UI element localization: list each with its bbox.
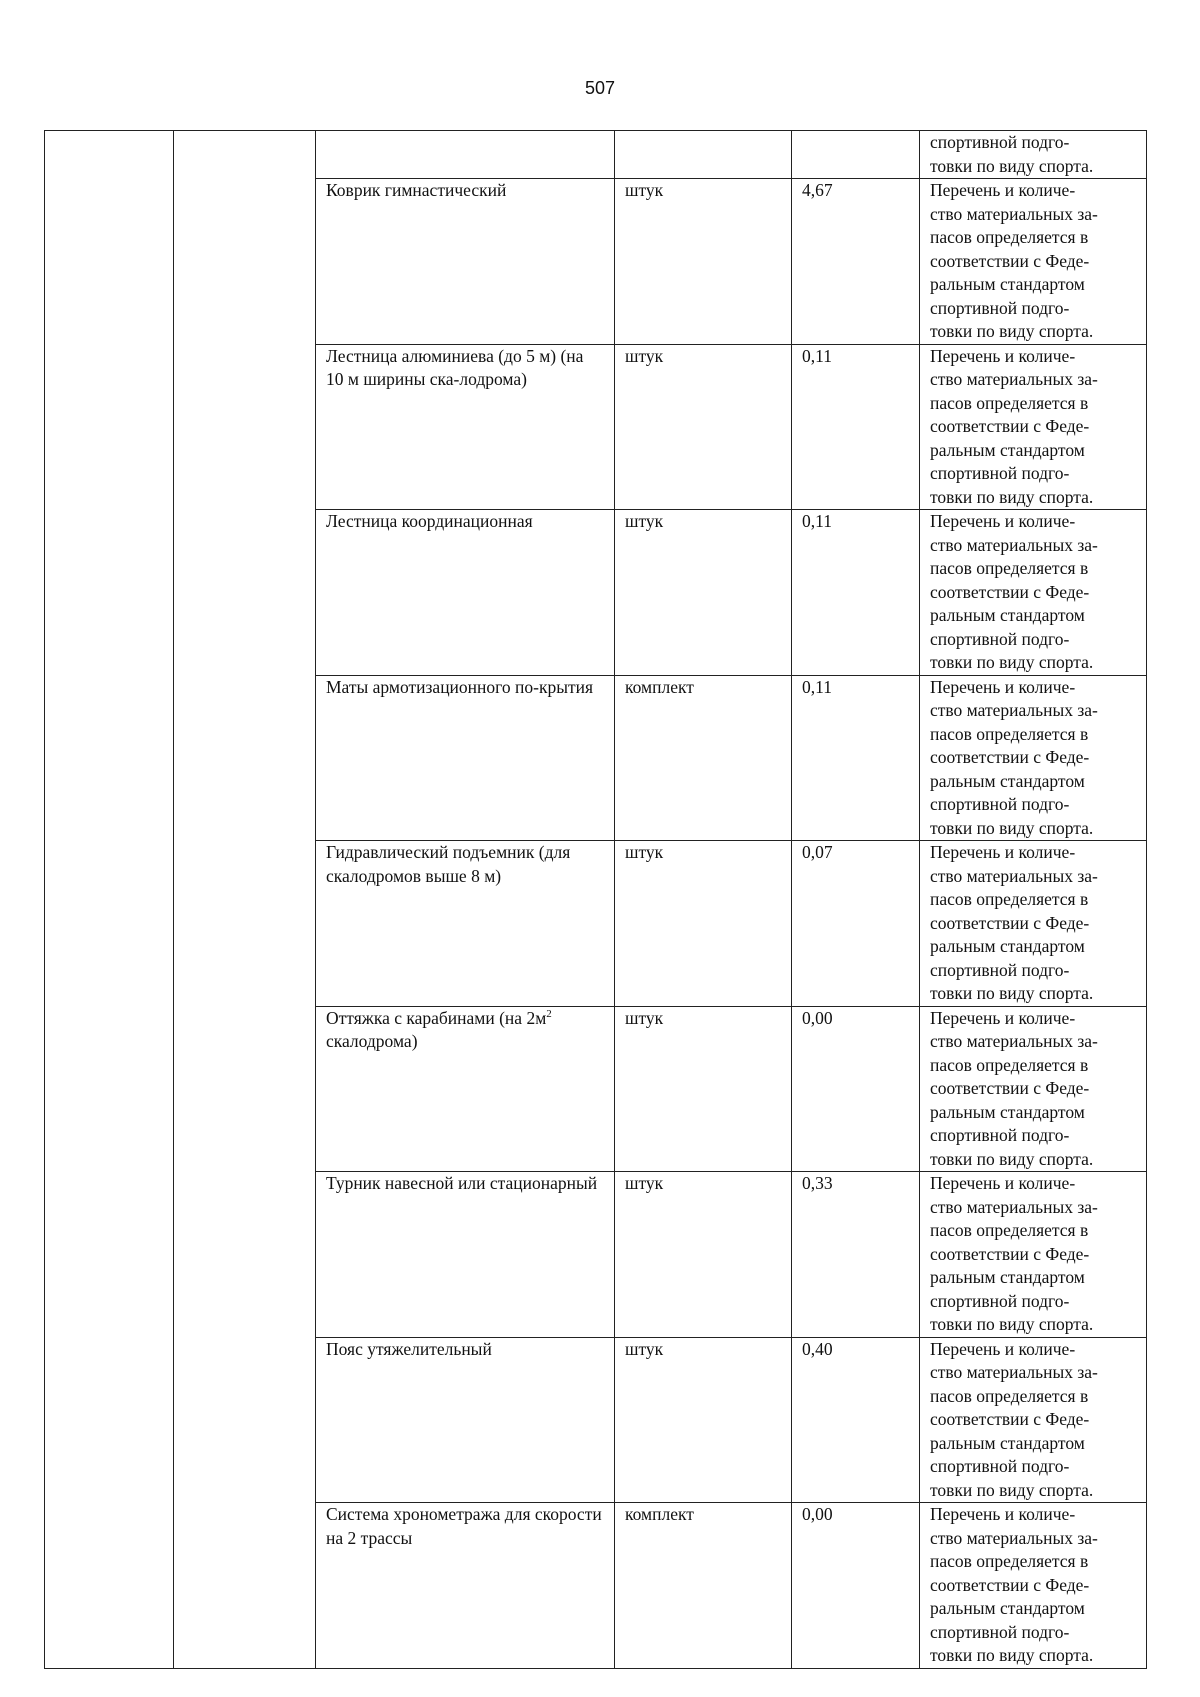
note-line: соответствии с Феде- [930,1243,1090,1264]
note-line: товки по виду спорта. [930,155,1094,176]
unit-cell: штук [615,1172,792,1338]
note-cell [920,1337,1147,1503]
note-line: товки по виду спорта. [930,817,1094,838]
section-title-cell [174,131,316,1669]
quantity-cell: 0,11 [792,675,920,841]
note-line: пасов определяется в [930,889,1089,909]
note-line: спортивной подго- [930,132,1070,152]
item-name-cell [316,841,615,1007]
note-line: товки по виду спорта. [930,1645,1094,1665]
note-line: соответствии с Феде- [930,747,1090,767]
note-line: ральным стандартом [930,439,1085,460]
item-name: Пояс утяжелительный [326,1338,492,1359]
note-line: ральным стандартом [930,605,1085,625]
item-name: Маты армотизационного по-крытия [326,676,594,697]
note-line: соответствии с Феде- [930,912,1090,933]
item-name: Турник навесной или стационарный [326,1173,598,1193]
item-name-cell [316,675,615,841]
quantity-cell: 0,00 [792,1006,920,1172]
note-line: соответствии с Феде- [930,1409,1090,1429]
note-line: спортивной подго- [930,1621,1070,1642]
note-cell [920,675,1147,841]
item-name-cell [316,1006,615,1172]
note-line: спортивной подго- [930,959,1070,980]
item-name: Лестница алюминиева (до 5 м) (на 10 м ширины ска-лодрома) [326,345,584,389]
unit-cell: штук [615,179,792,345]
note-line: ральным стандартом [930,274,1085,294]
note-line: товки по виду спорта. [930,983,1094,1003]
note-line: соответствии с Феде- [930,250,1090,271]
note-line: Перечень и количе- [930,1173,1076,1193]
note-line: спортивной подго- [930,463,1070,483]
unit-cell [615,131,792,179]
note-line: ство материальных за- [930,1362,1098,1382]
note-line: спортивной подго- [930,794,1070,814]
item-name-tail: скалодрома) [326,1031,418,1051]
equipment-table [44,130,1147,1669]
note-line: пасов определяется в [930,1385,1089,1406]
item-name: Оттяжка с карабинами (на 2м [326,1007,547,1028]
note-line: ральным стандартом [930,770,1085,791]
note-line: спортивной подго- [930,297,1070,318]
section-number-cell [45,131,174,1669]
item-name-cell [316,1503,615,1669]
note-line: ральным стандартом [930,1267,1085,1287]
item-name-cell [316,1337,615,1503]
unit-cell: штук [615,841,792,1007]
note-line: ральным стандартом [930,1598,1085,1618]
note-line: Перечень и количе- [930,1338,1076,1359]
item-name-cell [316,1172,615,1338]
item-name-superscript: 2 [546,1007,552,1020]
unit-cell: штук [615,1337,792,1503]
quantity-cell: 0,33 [792,1172,920,1338]
note-line: Перечень и количе- [930,842,1076,862]
note-line: ство материальных за- [930,1031,1098,1051]
note-line: ральным стандартом [930,1432,1085,1453]
note-line: пасов определяется в [930,1551,1089,1571]
note-cell [920,1006,1147,1172]
quantity-cell: 0,11 [792,510,920,676]
note-line: пасов определяется в [930,392,1089,413]
note-line: товки по виду спорта. [930,1314,1094,1334]
note-line: соответствии с Феде- [930,416,1090,436]
unit-cell: комплект [615,675,792,841]
item-name-cell [316,344,615,510]
note-line: пасов определяется в [930,227,1089,247]
note-cell [920,841,1147,1007]
item-name: Система хронометража для скорости на 2 трассы [326,1504,602,1548]
note-cell [920,510,1147,676]
note-line: Перечень и количе- [930,1007,1076,1028]
note-line: ральным стандартом [930,936,1085,956]
item-name: Коврик гимнастический [326,180,507,200]
note-line: товки по виду спорта. [930,321,1094,341]
note-line: спортивной подго- [930,1290,1070,1311]
item-name-line [326,1007,604,1031]
note-line: ральным стандартом [930,1101,1085,1122]
note-cell [920,1503,1147,1669]
quantity-cell: 0,40 [792,1337,920,1503]
item-name: Гидравлический подъемник (для скалодромов выше 8 м) [326,842,571,886]
note-line: пасов определяется в [930,723,1089,744]
note-line: соответствии с Феде- [930,581,1090,602]
item-name: Лестница координационная [326,511,533,531]
page-number: 507 [584,78,616,98]
note-line: пасов определяется в [930,558,1089,578]
note-line: спортивной подго- [930,1456,1070,1476]
quantity-cell: 0,11 [792,344,920,510]
quantity-cell [792,131,920,179]
table-row [45,131,1147,179]
quantity-cell: 4,67 [792,179,920,345]
note-cell [920,1172,1147,1338]
note-line: Перечень и количе- [930,676,1076,697]
note-cell [920,131,1147,179]
note-line: товки по виду спорта. [930,486,1094,507]
note-line: Перечень и количе- [930,1504,1076,1524]
note-line: ство материальных за- [930,369,1098,389]
note-line: ство материальных за- [930,700,1098,720]
note-line: пасов определяется в [930,1054,1089,1075]
note-line: соответствии с Феде- [930,1574,1090,1595]
note-line: спортивной подго- [930,628,1070,649]
item-name-cell [316,510,615,676]
quantity-cell: 0,00 [792,1503,920,1669]
note-line: соответствии с Феде- [930,1078,1090,1098]
item-name-cell [316,179,615,345]
note-cell [920,344,1147,510]
note-line: ство материальных за- [930,865,1098,886]
note-line: Перечень и количе- [930,180,1076,200]
note-line: спортивной подго- [930,1125,1070,1145]
item-name-cell [316,131,615,179]
note-line: Перечень и количе- [930,511,1076,531]
unit-cell: штук [615,1006,792,1172]
note-line: ство материальных за- [930,1527,1098,1548]
note-line: товки по виду спорта. [930,652,1094,672]
note-line: ство материальных за- [930,203,1098,224]
note-line: пасов определяется в [930,1220,1089,1240]
note-line: товки по виду спорта. [930,1148,1094,1169]
note-line: Перечень и количе- [930,345,1076,366]
note-line: ство материальных за- [930,1196,1098,1217]
note-line: ство материальных за- [930,534,1098,555]
unit-cell: комплект [615,1503,792,1669]
note-cell [920,179,1147,345]
note-line: товки по виду спорта. [930,1479,1094,1500]
quantity-cell: 0,07 [792,841,920,1007]
unit-cell: штук [615,344,792,510]
unit-cell: штук [615,510,792,676]
